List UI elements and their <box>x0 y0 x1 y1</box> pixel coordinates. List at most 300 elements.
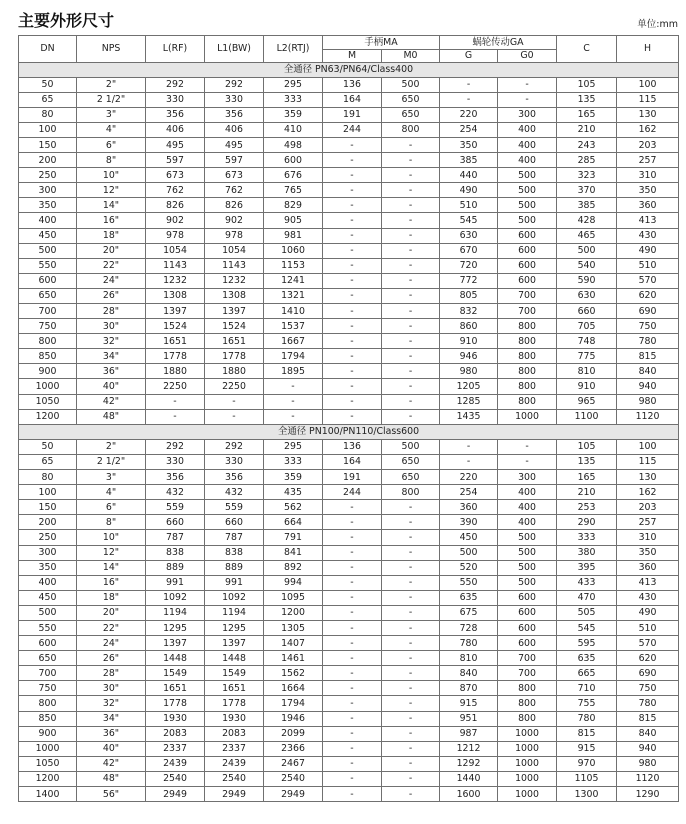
cell-nps: 2 1/2" <box>77 92 146 107</box>
cell-handle-m: - <box>323 636 382 651</box>
cell-l-rf: 1232 <box>146 273 205 288</box>
cell-c: 635 <box>557 651 617 666</box>
cell-gear-g0: - <box>498 439 557 454</box>
cell-handle-m: - <box>323 334 382 349</box>
cell-gear-g: 772 <box>440 273 498 288</box>
cell-gear-g0: 800 <box>498 711 557 726</box>
cell-dn: 500 <box>19 605 77 620</box>
cell-nps: 40" <box>77 741 146 756</box>
table-row <box>19 500 679 515</box>
cell-handle-m: - <box>323 394 382 409</box>
cell-c: 775 <box>557 349 617 364</box>
cell-handle-m0: - <box>382 364 440 379</box>
table-row <box>19 560 679 575</box>
cell-handle-m0: - <box>382 620 440 635</box>
cell-l1-bw: 1930 <box>205 711 264 726</box>
cell-handle-m: - <box>323 183 382 198</box>
header-gear-group: 蜗轮传动GA <box>440 36 557 50</box>
cell-handle-m: - <box>323 515 382 530</box>
header-l1-bw: L1(BW) <box>205 36 264 63</box>
cell-h: 815 <box>617 349 679 364</box>
cell-c: 590 <box>557 273 617 288</box>
cell-l1-bw: 356 <box>205 107 264 122</box>
cell-l1-bw: 1143 <box>205 258 264 273</box>
cell-dn: 400 <box>19 213 77 228</box>
cell-gear-g: - <box>440 439 498 454</box>
cell-c: 705 <box>557 319 617 334</box>
cell-c: 135 <box>557 92 617 107</box>
cell-handle-m: 136 <box>323 439 382 454</box>
cell-c: 540 <box>557 258 617 273</box>
cell-l-rf: 902 <box>146 213 205 228</box>
cell-gear-g0: 800 <box>498 696 557 711</box>
cell-l1-bw: 1651 <box>205 334 264 349</box>
cell-handle-m0: - <box>382 243 440 258</box>
table-row <box>19 756 679 771</box>
cell-c: 210 <box>557 122 617 137</box>
cell-l1-bw: 1549 <box>205 666 264 681</box>
cell-nps: 36" <box>77 364 146 379</box>
cell-dn: 1000 <box>19 741 77 756</box>
cell-h: 570 <box>617 636 679 651</box>
table-row <box>19 439 679 454</box>
cell-nps: 32" <box>77 334 146 349</box>
cell-nps: 32" <box>77 696 146 711</box>
cell-l-rf: 1880 <box>146 364 205 379</box>
cell-handle-m: - <box>323 288 382 303</box>
header-l2-rtj: L2(RTJ) <box>264 36 323 63</box>
cell-l2-rtj: 1095 <box>264 590 323 605</box>
cell-l-rf: 330 <box>146 454 205 469</box>
table-row <box>19 696 679 711</box>
cell-c: 780 <box>557 711 617 726</box>
cell-c: 500 <box>557 243 617 258</box>
cell-gear-g: 500 <box>440 545 498 560</box>
cell-nps: 20" <box>77 243 146 258</box>
cell-gear-g0: 800 <box>498 349 557 364</box>
cell-h: 413 <box>617 213 679 228</box>
table-row <box>19 168 679 183</box>
section-header-row <box>19 424 679 439</box>
cell-handle-m0: - <box>382 394 440 409</box>
cell-l1-bw: 1194 <box>205 605 264 620</box>
cell-gear-g0: 500 <box>498 530 557 545</box>
table-row <box>19 379 679 394</box>
cell-l-rf: 1308 <box>146 288 205 303</box>
cell-dn: 700 <box>19 304 77 319</box>
cell-l2-rtj: 562 <box>264 500 323 515</box>
cell-nps: 12" <box>77 545 146 560</box>
table-row <box>19 273 679 288</box>
cell-handle-m0: - <box>382 304 440 319</box>
cell-handle-m0: - <box>382 198 440 213</box>
table-row <box>19 243 679 258</box>
cell-handle-m: - <box>323 787 382 802</box>
cell-nps: 18" <box>77 590 146 605</box>
cell-gear-g0: 800 <box>498 379 557 394</box>
cell-gear-g0: 400 <box>498 122 557 137</box>
cell-h: 1120 <box>617 771 679 786</box>
cell-h: 750 <box>617 681 679 696</box>
cell-l2-rtj: 2099 <box>264 726 323 741</box>
cell-gear-g: 360 <box>440 500 498 515</box>
cell-l1-bw: 1880 <box>205 364 264 379</box>
cell-c: 505 <box>557 605 617 620</box>
cell-nps: 16" <box>77 213 146 228</box>
cell-h: 510 <box>617 620 679 635</box>
cell-l1-bw: 1651 <box>205 681 264 696</box>
cell-gear-g0: - <box>498 92 557 107</box>
cell-dn: 250 <box>19 168 77 183</box>
cell-c: 710 <box>557 681 617 696</box>
cell-l1-bw: 1524 <box>205 319 264 334</box>
cell-gear-g: 1285 <box>440 394 498 409</box>
cell-handle-m0: - <box>382 575 440 590</box>
cell-l1-bw: 597 <box>205 153 264 168</box>
cell-gear-g0: 300 <box>498 107 557 122</box>
cell-l-rf: 660 <box>146 515 205 530</box>
cell-l-rf: 673 <box>146 168 205 183</box>
cell-l-rf: 356 <box>146 107 205 122</box>
cell-h: 360 <box>617 198 679 213</box>
cell-h: 413 <box>617 575 679 590</box>
cell-gear-g0: 400 <box>498 500 557 515</box>
cell-nps: 6" <box>77 137 146 152</box>
cell-dn: 300 <box>19 183 77 198</box>
cell-l2-rtj: 1664 <box>264 681 323 696</box>
cell-nps: 56" <box>77 787 146 802</box>
cell-h: 620 <box>617 288 679 303</box>
cell-c: 545 <box>557 620 617 635</box>
cell-gear-g: 385 <box>440 153 498 168</box>
cell-h: 115 <box>617 454 679 469</box>
table-row <box>19 228 679 243</box>
cell-l-rf: 1778 <box>146 696 205 711</box>
cell-gear-g0: 500 <box>498 183 557 198</box>
cell-l2-rtj: 410 <box>264 122 323 137</box>
cell-dn: 650 <box>19 651 77 666</box>
cell-l2-rtj: 981 <box>264 228 323 243</box>
cell-l2-rtj: 905 <box>264 213 323 228</box>
cell-dn: 200 <box>19 515 77 530</box>
cell-handle-m: - <box>323 319 382 334</box>
cell-h: 980 <box>617 756 679 771</box>
cell-handle-m0: - <box>382 319 440 334</box>
cell-dn: 100 <box>19 485 77 500</box>
cell-c: 210 <box>557 485 617 500</box>
cell-handle-m0: 500 <box>382 77 440 92</box>
table-row <box>19 288 679 303</box>
cell-gear-g: 220 <box>440 470 498 485</box>
cell-dn: 450 <box>19 590 77 605</box>
table-row <box>19 620 679 635</box>
cell-gear-g0: 600 <box>498 605 557 620</box>
cell-nps: 18" <box>77 228 146 243</box>
cell-handle-m0: - <box>382 515 440 530</box>
cell-handle-m: - <box>323 726 382 741</box>
cell-l1-bw: 1778 <box>205 349 264 364</box>
table-row <box>19 394 679 409</box>
cell-dn: 1400 <box>19 787 77 802</box>
cell-l-rf: 889 <box>146 560 205 575</box>
cell-l1-bw: 838 <box>205 545 264 560</box>
section-header-row <box>19 62 679 77</box>
cell-l-rf: 2337 <box>146 741 205 756</box>
cell-l1-bw: 1448 <box>205 651 264 666</box>
cell-h: 840 <box>617 726 679 741</box>
cell-nps: 2" <box>77 77 146 92</box>
cell-h: 310 <box>617 168 679 183</box>
cell-handle-m0: - <box>382 379 440 394</box>
cell-gear-g: 545 <box>440 213 498 228</box>
cell-nps: 48" <box>77 409 146 424</box>
cell-l-rf: 2540 <box>146 771 205 786</box>
cell-gear-g0: 700 <box>498 304 557 319</box>
cell-h: 257 <box>617 515 679 530</box>
cell-dn: 850 <box>19 349 77 364</box>
cell-dn: 450 <box>19 228 77 243</box>
cell-gear-g0: 600 <box>498 228 557 243</box>
cell-dn: 1050 <box>19 756 77 771</box>
cell-gear-g: 1435 <box>440 409 498 424</box>
cell-handle-m0: - <box>382 168 440 183</box>
cell-l1-bw: 330 <box>205 454 264 469</box>
cell-l-rf: 2949 <box>146 787 205 802</box>
cell-handle-m0: 800 <box>382 122 440 137</box>
cell-l-rf: 1448 <box>146 651 205 666</box>
cell-l-rf: 406 <box>146 122 205 137</box>
table-row <box>19 590 679 605</box>
cell-handle-m0: - <box>382 741 440 756</box>
cell-gear-g: 675 <box>440 605 498 620</box>
cell-dn: 550 <box>19 620 77 635</box>
cell-dn: 700 <box>19 666 77 681</box>
table-row <box>19 515 679 530</box>
cell-dn: 80 <box>19 470 77 485</box>
table-row <box>19 364 679 379</box>
cell-gear-g: 440 <box>440 168 498 183</box>
table-row <box>19 771 679 786</box>
cell-gear-g0: 700 <box>498 666 557 681</box>
cell-h: 780 <box>617 696 679 711</box>
cell-handle-m0: - <box>382 500 440 515</box>
cell-l2-rtj: 2467 <box>264 756 323 771</box>
cell-nps: 42" <box>77 756 146 771</box>
cell-gear-g: 254 <box>440 122 498 137</box>
cell-handle-m: - <box>323 168 382 183</box>
cell-gear-g: 490 <box>440 183 498 198</box>
cell-l2-rtj: 2540 <box>264 771 323 786</box>
cell-l1-bw: 406 <box>205 122 264 137</box>
cell-gear-g: 510 <box>440 198 498 213</box>
cell-handle-m: 191 <box>323 107 382 122</box>
cell-gear-g: 550 <box>440 575 498 590</box>
cell-nps: 10" <box>77 530 146 545</box>
cell-c: 253 <box>557 500 617 515</box>
cell-h: 100 <box>617 439 679 454</box>
cell-l2-rtj: 1794 <box>264 696 323 711</box>
table-row <box>19 681 679 696</box>
cell-handle-m: - <box>323 137 382 152</box>
cell-l2-rtj: 1895 <box>264 364 323 379</box>
cell-nps: 20" <box>77 605 146 620</box>
cell-gear-g0: - <box>498 454 557 469</box>
cell-gear-g: - <box>440 77 498 92</box>
cell-l-rf: 762 <box>146 183 205 198</box>
cell-handle-m: 191 <box>323 470 382 485</box>
cell-gear-g: 832 <box>440 304 498 319</box>
cell-l1-bw: 2083 <box>205 726 264 741</box>
cell-gear-g: 390 <box>440 515 498 530</box>
cell-gear-g: 450 <box>440 530 498 545</box>
cell-l-rf: 559 <box>146 500 205 515</box>
cell-h: 940 <box>617 741 679 756</box>
cell-nps: 16" <box>77 575 146 590</box>
section-label: 全通径 PN63/PN64/Class400 <box>19 62 679 77</box>
unit-label: 单位:mm <box>637 19 678 30</box>
cell-gear-g0: 1000 <box>498 787 557 802</box>
cell-l1-bw: 660 <box>205 515 264 530</box>
cell-handle-m: - <box>323 500 382 515</box>
cell-l2-rtj: - <box>264 409 323 424</box>
cell-dn: 250 <box>19 530 77 545</box>
cell-nps: 4" <box>77 122 146 137</box>
cell-c: 333 <box>557 530 617 545</box>
cell-dn: 150 <box>19 500 77 515</box>
cell-dn: 500 <box>19 243 77 258</box>
cell-l2-rtj: 295 <box>264 439 323 454</box>
cell-l2-rtj: 1562 <box>264 666 323 681</box>
table-row <box>19 651 679 666</box>
cell-h: 430 <box>617 590 679 605</box>
cell-gear-g0: - <box>498 77 557 92</box>
cell-l1-bw: 1397 <box>205 636 264 651</box>
cell-l2-rtj: 829 <box>264 198 323 213</box>
cell-gear-g0: 300 <box>498 470 557 485</box>
cell-handle-m0: - <box>382 605 440 620</box>
cell-h: 350 <box>617 183 679 198</box>
table-row <box>19 470 679 485</box>
cell-nps: 36" <box>77 726 146 741</box>
cell-gear-g: 350 <box>440 137 498 152</box>
cell-gear-g0: 500 <box>498 560 557 575</box>
table-header <box>19 36 679 63</box>
cell-dn: 750 <box>19 319 77 334</box>
cell-gear-g0: 500 <box>498 575 557 590</box>
table-row <box>19 183 679 198</box>
cell-l1-bw: 292 <box>205 77 264 92</box>
cell-l1-bw: 330 <box>205 92 264 107</box>
cell-l-rf: 1397 <box>146 304 205 319</box>
cell-l-rf: - <box>146 409 205 424</box>
cell-gear-g0: 600 <box>498 590 557 605</box>
cell-gear-g: 840 <box>440 666 498 681</box>
cell-nps: 34" <box>77 711 146 726</box>
cell-gear-g0: 400 <box>498 137 557 152</box>
cell-c: 815 <box>557 726 617 741</box>
cell-l1-bw: 2337 <box>205 741 264 756</box>
cell-l-rf: 1549 <box>146 666 205 681</box>
cell-c: 105 <box>557 77 617 92</box>
cell-gear-g0: 700 <box>498 651 557 666</box>
cell-handle-m: - <box>323 258 382 273</box>
cell-l1-bw: 787 <box>205 530 264 545</box>
table-body <box>19 62 679 802</box>
cell-h: 100 <box>617 77 679 92</box>
cell-l2-rtj: 2366 <box>264 741 323 756</box>
table-row <box>19 334 679 349</box>
cell-handle-m: 244 <box>323 485 382 500</box>
cell-handle-m: - <box>323 304 382 319</box>
cell-dn: 900 <box>19 726 77 741</box>
cell-gear-g0: 1000 <box>498 726 557 741</box>
cell-gear-g: 220 <box>440 107 498 122</box>
cell-l-rf: 1930 <box>146 711 205 726</box>
cell-l2-rtj: 435 <box>264 485 323 500</box>
cell-c: 243 <box>557 137 617 152</box>
cell-c: 748 <box>557 334 617 349</box>
cell-handle-m0: - <box>382 545 440 560</box>
cell-l2-rtj: 994 <box>264 575 323 590</box>
cell-l1-bw: 1232 <box>205 273 264 288</box>
cell-l2-rtj: 892 <box>264 560 323 575</box>
cell-l1-bw: 2540 <box>205 771 264 786</box>
table-row <box>19 636 679 651</box>
cell-h: 350 <box>617 545 679 560</box>
cell-handle-m0: 650 <box>382 454 440 469</box>
cell-gear-g0: 800 <box>498 319 557 334</box>
cell-c: 433 <box>557 575 617 590</box>
cell-handle-m0: - <box>382 756 440 771</box>
cell-gear-g: 1205 <box>440 379 498 394</box>
cell-dn: 350 <box>19 198 77 213</box>
cell-c: 370 <box>557 183 617 198</box>
table-row <box>19 92 679 107</box>
cell-nps: 10" <box>77 168 146 183</box>
cell-dn: 900 <box>19 364 77 379</box>
cell-handle-m0: 650 <box>382 92 440 107</box>
cell-gear-g0: 800 <box>498 681 557 696</box>
cell-l2-rtj: 1060 <box>264 243 323 258</box>
cell-l-rf: 1651 <box>146 334 205 349</box>
cell-gear-g: 635 <box>440 590 498 605</box>
cell-l2-rtj: 765 <box>264 183 323 198</box>
cell-gear-g: 870 <box>440 681 498 696</box>
table-row <box>19 711 679 726</box>
cell-gear-g: 946 <box>440 349 498 364</box>
cell-l1-bw: 978 <box>205 228 264 243</box>
cell-handle-m0: - <box>382 334 440 349</box>
cell-l1-bw: 2949 <box>205 787 264 802</box>
table-row <box>19 258 679 273</box>
cell-handle-m0: - <box>382 288 440 303</box>
cell-l-rf: 1143 <box>146 258 205 273</box>
table-row <box>19 137 679 152</box>
cell-gear-g0: 800 <box>498 364 557 379</box>
cell-l1-bw: 1397 <box>205 304 264 319</box>
cell-gear-g0: 600 <box>498 620 557 635</box>
cell-gear-g: 810 <box>440 651 498 666</box>
table-row <box>19 409 679 424</box>
header-gear-g: G <box>440 49 498 62</box>
cell-nps: 26" <box>77 288 146 303</box>
cell-c: 290 <box>557 515 617 530</box>
cell-l2-rtj: 676 <box>264 168 323 183</box>
cell-gear-g0: 600 <box>498 258 557 273</box>
cell-l2-rtj: 1410 <box>264 304 323 319</box>
cell-nps: 3" <box>77 470 146 485</box>
cell-dn: 400 <box>19 575 77 590</box>
